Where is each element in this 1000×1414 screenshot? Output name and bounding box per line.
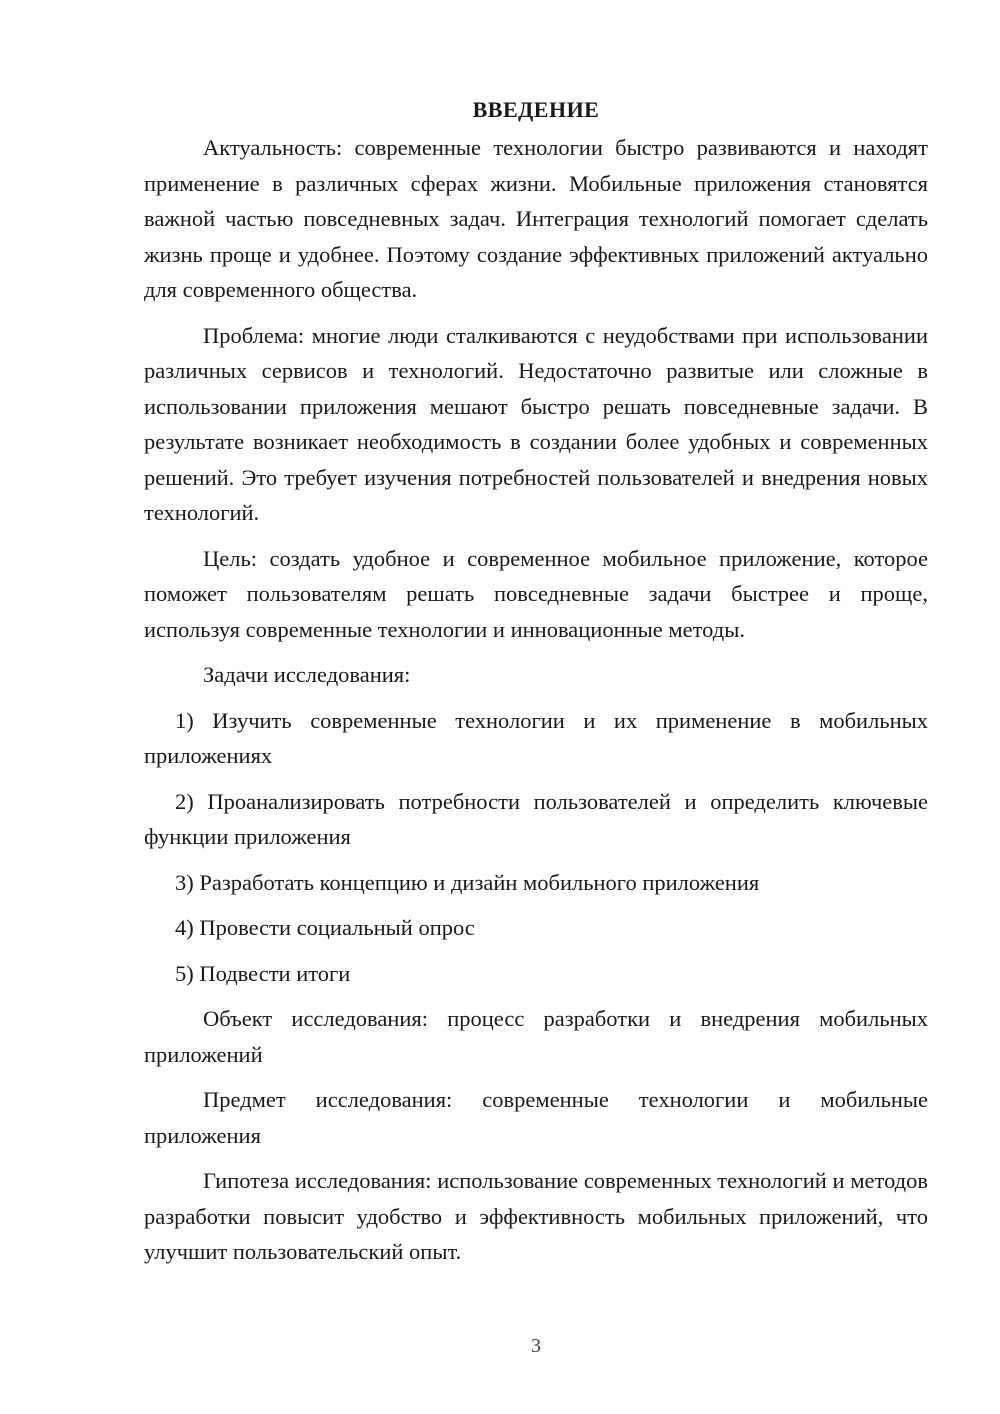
task-item-1: 1) Изучить современные технологии и их применение в мобильных приложениях bbox=[144, 707, 928, 768]
goal-paragraph: Цель: создать удобное и современное мобильное приложение, которое поможет пользователям решать повседневные задачи быстрее и проще, используя современные технологии и инновационные методы. bbox=[144, 545, 928, 642]
task-item-5: 5) Подвести итоги bbox=[175, 960, 351, 986]
relevance-paragraph: Актуальность: современные технологии быстро развиваются и находят применение в различных сферах жизни. Мобильные приложения становятся важной частью повседневных задач. Интеграция технологий помогает сделать жизнь проще и удобнее. Поэтому создание эффективных приложений актуально для современного общества. bbox=[144, 135, 928, 302]
problem-paragraph: Проблема: многие люди сталкиваются с неудобствами при использовании различных сервисов и технологий. Недостаточно развитые или сложные в использовании приложения мешают быстро решать повседневные задачи. В результате возникает необходимость в создании более удобных и современных решений. Это требует изучения потребностей пользователей и внедрения новых технологий. bbox=[144, 322, 928, 525]
page-number: 3 bbox=[531, 1335, 541, 1357]
hypothesis-paragraph: Гипотеза исследования: использование современных технологий и методов разработки повысит удобство и эффективность мобильных приложений, что улучшит пользовательский опыт. bbox=[144, 1168, 928, 1264]
page-title: ВВЕДЕНИЕ bbox=[472, 97, 600, 122]
object-paragraph: Объект исследования: процесс разработки и внедрения мобильных приложений bbox=[144, 1006, 928, 1067]
document-page bbox=[144, 92, 928, 1280]
tasks-heading: Задачи исследования: bbox=[203, 662, 411, 687]
task-item-3: 3) Разработать концепцию и дизайн мобильного приложения bbox=[175, 869, 760, 895]
task-item-4: 4) Провести социальный опрос bbox=[175, 915, 475, 940]
task-item-2: 2) Проанализировать потребности пользователей и определить ключевые функции приложения bbox=[144, 788, 928, 849]
subject-paragraph: Предмет исследования: современные технологии и мобильные приложения bbox=[144, 1087, 928, 1148]
